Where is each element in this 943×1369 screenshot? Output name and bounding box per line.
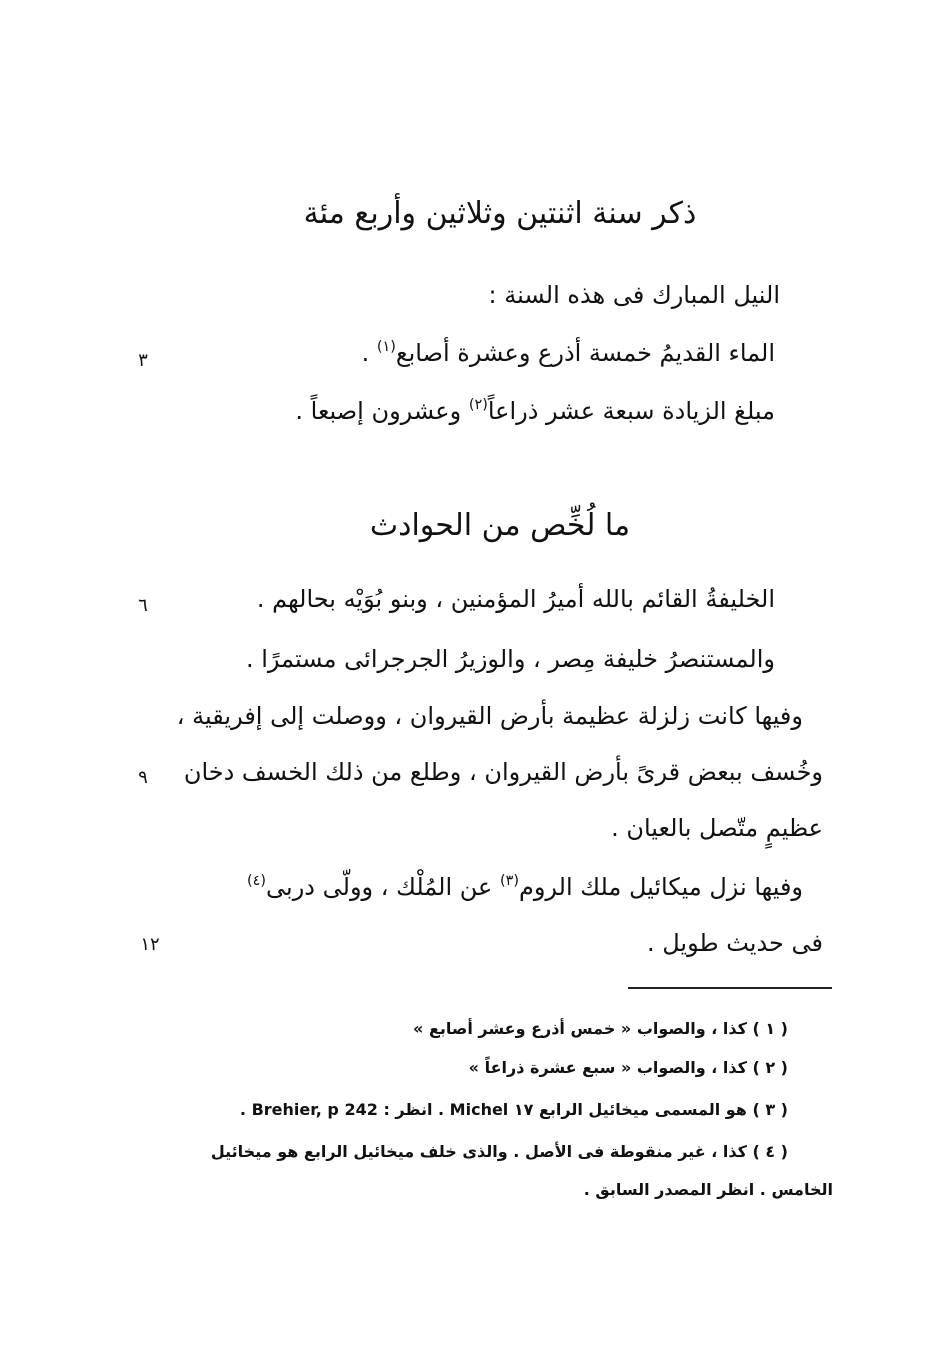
events-line-6-text-b: عن المُلْك ، وولّى دربى — [266, 873, 500, 902]
footnote-3-text-a: ( ٣ ) هو المسمى ميخائيل الرابع ١٧ — [513, 1100, 788, 1119]
events-line-4-text: وخُسف ببعض قرىً بأرض القيروان ، وطلع من ذلك الخسف دخان — [183, 758, 823, 786]
footnote-2 — [469, 1058, 788, 1077]
events-line-4 — [184, 758, 823, 786]
nile-increase-text-b: وعشرون إصبعاً . — [295, 397, 469, 426]
nile-old-water-end: . — [361, 339, 377, 368]
margin-line-number-3: ٣ — [138, 350, 148, 371]
footnote-3 — [240, 1100, 788, 1119]
events-line-2 — [246, 645, 775, 673]
footnote-separator — [628, 987, 832, 989]
footnote-3-end: . — [239, 1100, 246, 1119]
section-title-events — [200, 508, 800, 543]
events-line-3-text: وفيها كانت زلزلة عظيمة بأرض القيروان ، ووصلت إلى إفريقية ، — [176, 702, 803, 730]
events-line-6 — [247, 873, 803, 901]
nile-increase-text-a: مبلغ الزيادة سبعة عشر ذراعاً — [487, 397, 775, 426]
section-title-events-text: ما لُخِّص من الحوادث — [369, 508, 631, 543]
events-line-5-text: عظيمٍ متّصل بالعيان . — [611, 814, 823, 842]
nile-intro-line — [489, 281, 780, 309]
nile-old-water-text: الماء القديمُ خمسة أذرع وعشرة أصابع — [395, 339, 775, 368]
footnote-3-latin-a: Michel — [449, 1100, 509, 1119]
footnote-ref-1: (١) — [376, 339, 396, 355]
footnote-1 — [413, 1019, 788, 1038]
nile-intro-text: النيل المبارك فى هذه السنة : — [488, 281, 780, 309]
footnote-ref-2: (٢) — [468, 397, 488, 413]
events-line-5 — [611, 814, 823, 842]
footnote-4-line-1 — [211, 1142, 788, 1161]
footnote-4-text-1: ( ٤ ) كذا ، غير منقوطة فى الأصل . والذى خلف ميخائيل الرابع هو ميخائيل — [210, 1142, 788, 1161]
footnote-1-text: ( ١ ) كذا ، والصواب « خمس أذرع وعشر أصابع » — [413, 1019, 788, 1038]
events-line-7 — [647, 929, 823, 957]
footnote-ref-3: (٣) — [500, 873, 519, 889]
events-line-6-text-a: وفيها نزل ميكائيل ملك الروم — [518, 873, 803, 902]
footnote-2-text: ( ٢ ) كذا ، والصواب « سبع عشرة ذراعاً » — [468, 1058, 788, 1077]
nile-increase-line — [295, 397, 775, 425]
footnote-ref-4: (٤) — [247, 873, 267, 889]
events-line-1-text: الخليفةُ القائم بالله أميرُ المؤمنين ، وبنو بُوَيْه بحالهم . — [256, 585, 775, 613]
nile-old-water-line — [362, 339, 775, 367]
margin-line-number-6: ٦ — [138, 595, 148, 616]
events-line-3 — [177, 702, 803, 730]
footnote-4-text-2: الخامس . انظر المصدر السابق . — [583, 1180, 833, 1199]
footnote-3-text-b: . انظر : — [383, 1100, 445, 1119]
margin-line-number-9: ٩ — [138, 767, 148, 788]
section-title-year-text: ذكر سنة اثنتين وثلاثين وأربع مئة — [303, 196, 697, 231]
footnote-3-latin-b: Brehier, p 242 — [251, 1100, 378, 1119]
footnote-4-line-2 — [584, 1180, 833, 1199]
events-line-2-text: والمستنصرُ خليفة مِصر ، والوزيرُ الجرجرائى مستمرًا . — [245, 645, 775, 673]
events-line-7-text: فى حديث طويل . — [646, 929, 823, 957]
events-line-1 — [257, 585, 775, 613]
section-title-year — [200, 196, 800, 231]
margin-line-number-12: ١٢ — [140, 934, 160, 955]
